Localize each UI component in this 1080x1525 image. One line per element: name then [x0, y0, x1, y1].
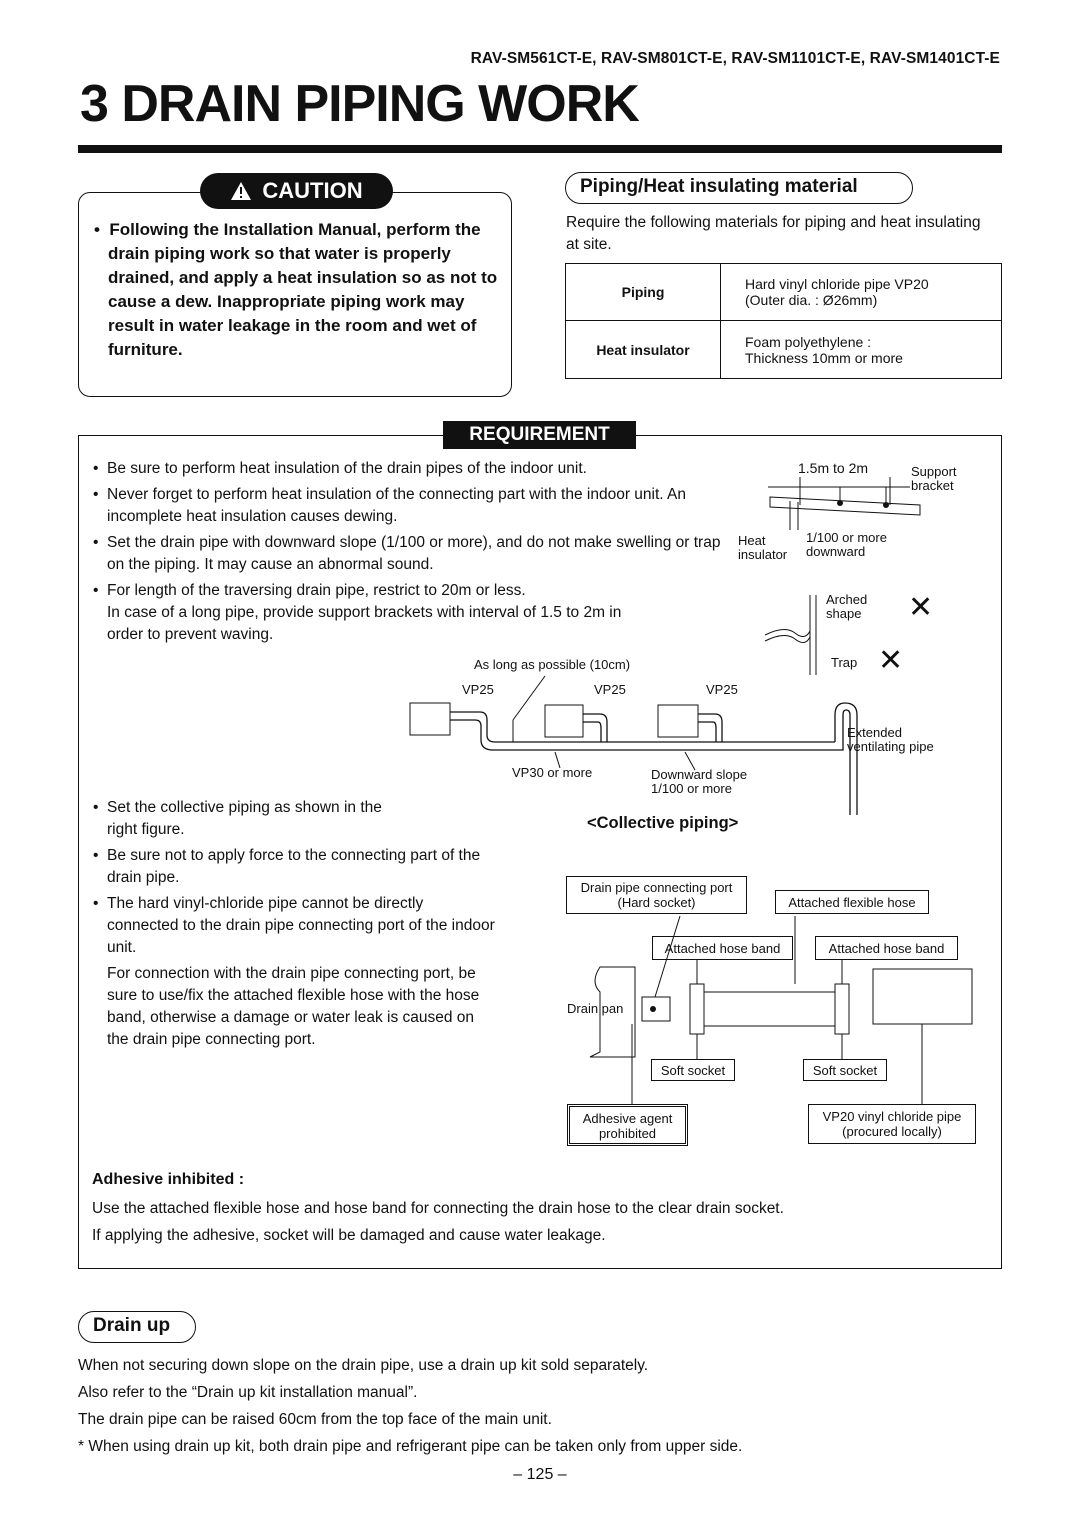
support-bracket-label: Support bracket — [911, 464, 957, 493]
requirement-badge: REQUIREMENT — [443, 421, 636, 449]
caution-text: • Following the Installation Manual, perform the drain piping work so that water is properly drained, and apply a heat insulation so as not to cause a dew. Inappropriate piping work may result in water leakage in the room and wet of furniture. — [94, 220, 498, 359]
model-list: RAV-SM561CT-E, RAV-SM801CT-E, RAV-SM1101CT-E, RAV-SM1401CT-E — [470, 50, 1000, 67]
drain-up-note: * When using drain up kit, both drain pipe and refrigerant pipe can be taken only from upper side. — [78, 1438, 743, 1455]
requirement-list — [91, 458, 731, 646]
hose-band-label: Attached hose band — [652, 936, 793, 960]
connection-note: For connection with the drain pipe connecting port, be sure to use/fix the attached flexible hose with the hose band, otherwise a damage or water leak is caused on the drain pipe connecting port. — [107, 965, 480, 1048]
material-spec: Thickness 10mm or more — [745, 349, 903, 366]
vp20-pipe-label: VP20 vinyl chloride pipe (procured locally) — [808, 1104, 976, 1144]
drain-port-label: Drain pipe connecting port (Hard socket) — [566, 876, 747, 914]
material-name: Piping — [566, 264, 721, 321]
soft-socket-label: Soft socket — [651, 1059, 735, 1081]
warning-icon — [230, 181, 252, 201]
requirement-item: • Set the collective piping as shown in the right figure. — [91, 797, 397, 841]
flexible-hose-label: Attached flexible hose — [775, 890, 929, 914]
drain-up-line: When not securing down slope on the drain pipe, use a drain up kit sold separately. — [78, 1357, 649, 1374]
vp25-label: VP25 — [594, 682, 626, 697]
requirement-item: • The hard vinyl-chloride pipe cannot be directly connected to the drain pipe connecting port of the indoor unit. — [91, 893, 497, 959]
drain-up-heading: Drain up — [78, 1311, 196, 1343]
arched-label: Arched shape — [826, 592, 868, 621]
adhesive-prohibited-label: Adhesive agent prohibited — [567, 1104, 688, 1146]
vp25-label: VP25 — [706, 682, 738, 697]
title-rule — [78, 145, 1002, 153]
adhesive-text: If applying the adhesive, socket will be damaged and cause water leakage. — [92, 1227, 606, 1244]
page-title: 3 DRAIN PIPING WORK — [80, 75, 639, 133]
vp30-label: VP30 or more — [512, 765, 593, 780]
slope-diagram — [760, 475, 930, 540]
hose-band-label: Attached hose band — [815, 936, 958, 960]
heat-insulator-label: Heat insulator — [738, 533, 788, 562]
not-allowed-mark: ✕ — [908, 591, 934, 624]
bracket-distance: 1.5m to 2m — [798, 460, 869, 476]
adhesive-text: Use the attached flexible hose and hose band for connecting the drain hose to the clear drain socket. — [92, 1200, 784, 1217]
requirement-item: • For length of the traversing drain pipe, restrict to 20m or less. — [91, 580, 731, 602]
materials-table — [565, 263, 1002, 379]
drain-up-line: Also refer to the “Drain up kit installation manual”. — [78, 1384, 418, 1401]
requirement-item: • Set the drain pipe with downward slope (1/100 or more), and do not make swelling or trap on the piping. It may cause an abnormal sound. — [91, 532, 727, 576]
vp25-label: VP25 — [462, 682, 494, 697]
requirement-item: • Be sure to perform heat insulation of the drain pipes of the indoor unit. — [91, 458, 731, 480]
material-spec: Hard vinyl chloride pipe VP20 — [745, 276, 929, 292]
caution-badge — [200, 173, 393, 209]
adhesive-heading: Adhesive inhibited : — [92, 1171, 245, 1188]
material-spec: (Outer dia. : Ø26mm) — [745, 292, 878, 308]
drain-pan-label: Drain pan — [567, 1001, 624, 1016]
requirement-item: • Be sure not to apply force to the connecting part of the drain pipe. — [91, 845, 501, 889]
drain-up-line: The drain pipe can be raised 60cm from the top face of the main unit. — [78, 1411, 552, 1428]
arch-trap-diagram — [760, 595, 830, 680]
materials-intro: Require the following materials for piping and heat insulating at site. — [566, 214, 981, 253]
ventilating-pipe-label: Extended ventilating pipe — [847, 725, 934, 754]
spacing-label: As long as possible (10cm) — [474, 657, 631, 672]
caution-message: Following the Installation Manual, perform the drain piping work so that water is properly drained, and apply a heat insulation so as not to cause a dew. Inappropriate piping work may result in water leakage in the room and wet of furniture. — [108, 220, 498, 359]
material-name: Heat insulator — [566, 321, 721, 379]
materials-heading: Piping/Heat insulating material — [565, 172, 913, 204]
requirement-item: • Never forget to perform heat insulation of the connecting part with the indoor unit. An incomplete heat insulation causes dewing. — [91, 484, 731, 528]
collective-caption: <Collective piping> — [587, 814, 739, 832]
trap-label: Trap — [831, 655, 858, 670]
soft-socket-label: Soft socket — [803, 1059, 887, 1081]
connection-list — [91, 797, 501, 1051]
caution-label: CAUTION — [262, 178, 363, 203]
collective-piping-diagram — [405, 670, 865, 815]
drain-up-text — [78, 1352, 998, 1460]
slope-label: 1/100 or more downward — [806, 530, 887, 559]
material-spec: Foam polyethylene : — [745, 333, 872, 350]
page-number: – 125 – — [513, 1466, 567, 1483]
slope-note: Downward slope 1/100 or more — [651, 767, 748, 796]
long-pipe-note: In case of a long pipe, provide support brackets with interval of 1.5 to 2m in order to prevent waving. — [107, 604, 622, 643]
not-allowed-mark: ✕ — [878, 644, 904, 677]
